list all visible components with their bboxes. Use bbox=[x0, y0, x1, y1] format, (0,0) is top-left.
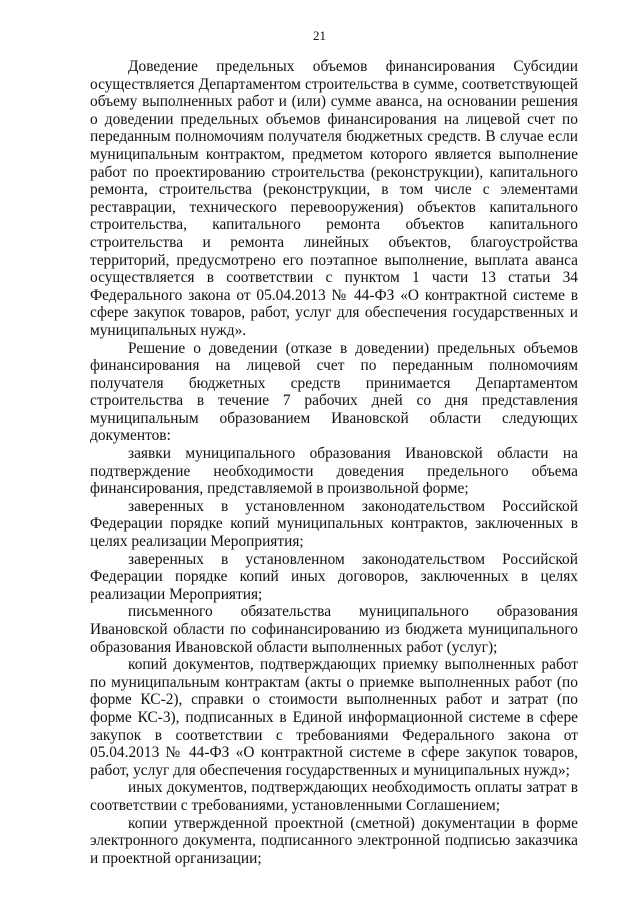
list-item-municipal-contracts: заверенных в установленном законодательством Российской Федерации порядке копий муниципальных контрактов, заключенных в целях реализации Мероприятия; bbox=[90, 497, 578, 551]
list-item-project-documentation: копии утвержденной проектной (сметной) документации в форме электронного документа, подписанного электронной подписью заказчика и проектной организации; bbox=[90, 814, 578, 867]
paragraph-subsidy-funding: Доведение предельных объемов финансирования Субсидии осуществляется Департаментом строительства в сумме, соответствующей объему выполненных работ и (или) сумме аванса, на основании решения о доведении предельных объемов финансирования на лицевой счет по переданным полномочиям получателя бюджетных средств. В случае если муниципальным контрактом, предметом которого является выполнение работ по проектированию строительства (реконструкции), капитального ремонта, строительства (реконструкции, в том числе с элементами реставрации, технического перевооружения) объектов капитального строительства, капитального ремонта объектов капитального строительства и ремонта линейных объектов, благоустройства территорий, предусмотрено его поэтапное выполнение, выплата аванса осуществляется в соответствии с пунктом 1 части 13 статьи 34 Федерального закона от 05.04.2013 № 44-ФЗ «О контрактной системе в сфере закупок товаров, работ, услуг для обеспечения государственных и муниципальных нужд». bbox=[90, 58, 578, 339]
list-item-acceptance-documents: копий документов, подтверждающих приемку выполненных работ по муниципальным контрактам (акты о приемке выполненных работ (по форме КС-2), справки о стоимости выполненных работ и затрат (по форме КС-3), подписанных в Единой информационной системе в сфере закупок в соответствии с требованиями Федерального закона от 05.04.2013 № 44-ФЗ «О контрактной системе в сфере закупок товаров, работ, услуг для обеспечения государственных и муниципальных нужд»; bbox=[90, 656, 578, 779]
list-item-application: заявки муниципального образования Ивановской области на подтверждение необходимости доведения предельного объема финансирования, представляемой в произвольной форме; bbox=[90, 445, 578, 498]
document-body bbox=[90, 58, 578, 867]
page-number: 21 bbox=[313, 28, 326, 43]
paragraph-decision-funding: Решение о доведении (отказе в доведении) предельных объемов финансирования на лицевой счет по переданным полномочиям получателя бюджетных средств принимается Департаментом строительства в течение 7 рабочих дней со дня представления муниципальным образованием Ивановской области следующих документов: bbox=[90, 339, 578, 445]
list-item-other-contracts: заверенных в установленном законодательством Российской Федерации порядке копий иных договоров, заключенных в целях реализации Мероприятия; bbox=[90, 550, 578, 603]
list-item-other-documents: иных документов, подтверждающих необходимость оплаты затрат в соответствии с требованиями, установленными Соглашением; bbox=[90, 779, 578, 814]
list-item-cofinancing-obligation: письменного обязательства муниципального образования Ивановской области по софинансированию из бюджета муниципального образования Ивановской области выполненных работ (услуг); bbox=[90, 603, 578, 656]
